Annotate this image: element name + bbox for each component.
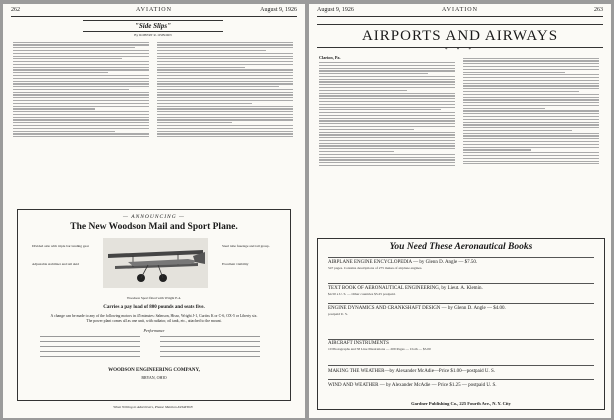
book-item-making-weather: MAKING THE WEATHER—by Alexander McAdie—Price $1.00—postpaid U. S. [328,369,496,374]
right-page-header [317,7,603,15]
page-number: 262 [11,7,20,13]
ad-performance-heading: Performance [143,328,165,333]
article-column-left [13,40,149,200]
biplane-illustration [103,238,208,288]
ad-motor-change: A change can be made to any of the following motors in 45 minutes: Salmson, Hisso, Wright J-1, Curtiss K or C-6, OX-5 or Liberty six. The power plant comes all as one unit, with radiator, oil tank, etc., attached to the mount. [50,314,258,323]
section-title: AIRPORTS AND AIRWAYS [317,24,603,48]
header-rule [11,16,297,17]
books-rule [328,339,594,340]
ad-caption: Woodson Sport fitted with Wright E-4. [126,296,182,300]
book-item-wind-weather: WIND AND WEATHER — by Alexander McAdie — Price $1.25 — postpaid U. S. [328,383,497,388]
left-page [3,4,305,418]
section-stars: * * * [445,48,475,53]
ad-label-stabilizer: Adjustable stabilizer and tail skid [32,262,79,266]
books-rule [328,365,594,366]
books-rule [328,257,594,258]
header-rule [317,16,603,17]
text-block [13,42,149,138]
books-title: You Need These Aeronautical Books [389,242,533,252]
issue-date: August 9, 1926 [260,7,297,13]
ad-payload: Carries a pay load of 800 pounds and seats five. [103,305,205,310]
dateline: Clarion, Pa. [319,56,341,60]
books-publisher: Gardner Publishing Co., 225 Fourth Ave., N. Y. City [411,401,511,406]
ad-performance-specs [40,334,266,362]
ad-city: BRYAN, OHIO [141,375,167,380]
ad-announcing: — ANNOUNCING — [123,214,185,220]
article-title: "Side Slips" [83,20,223,32]
running-head: AVIATION [136,7,172,13]
ad-label-fuselage: Steel tube fuselage and tail group. [222,244,270,248]
ad-label-landing-gear: Divided axle with triple bar landing gear [32,244,89,248]
book-item-engine-dynamics: ENGINE DYNAMICS AND CRANKSHAFT DESIGN — by Glenn D. Angle — $4.00. postpaid U. S. [328,306,506,316]
byline: By ROBERT R. OSBORN [134,33,172,37]
book-item-engine-encyclopedia: AIRPLANE ENGINE ENCYCLOPEDIA — by Glenn D. Angle — $7.50. 547 pages. Contains descriptions of 275 makes of airplane engines. [328,260,478,270]
airports-column-right [463,56,599,232]
left-page-header [11,7,297,15]
book-item-aeronautical-engineering: TEXT BOOK OF AERONAUTICAL ENGINEERING, by Lieut. A. Klemin. $4.50 a U. S. — Other countries $5.25 postpaid. [328,286,483,296]
books-rule [328,379,594,380]
right-page [309,4,611,418]
airports-column-left [319,56,455,232]
advertiser-footnote: When Writing to Advertisers, Please Mention AVIATION [113,405,193,409]
ad-title: The New Woodson Mail and Sport Plane. [70,222,238,232]
book-item-aircraft-instruments: AIRCRAFT INSTRUMENTS 10 Photographs and 58 Line Illustrations — 209 Pages — Cloth — $5.00 [328,341,431,351]
books-advertisement [317,238,605,410]
page-number: 263 [594,7,603,13]
running-head: AVIATION [442,7,478,13]
ad-company: WOODSON ENGINEERING COMPANY, [108,368,200,373]
books-rule [328,283,594,284]
article-column-right [157,40,293,200]
books-rule [328,303,594,304]
ad-label-visibility: Excellent visibility [222,262,249,266]
issue-date: August 9, 1926 [317,7,354,13]
woodson-advertisement [17,209,291,401]
